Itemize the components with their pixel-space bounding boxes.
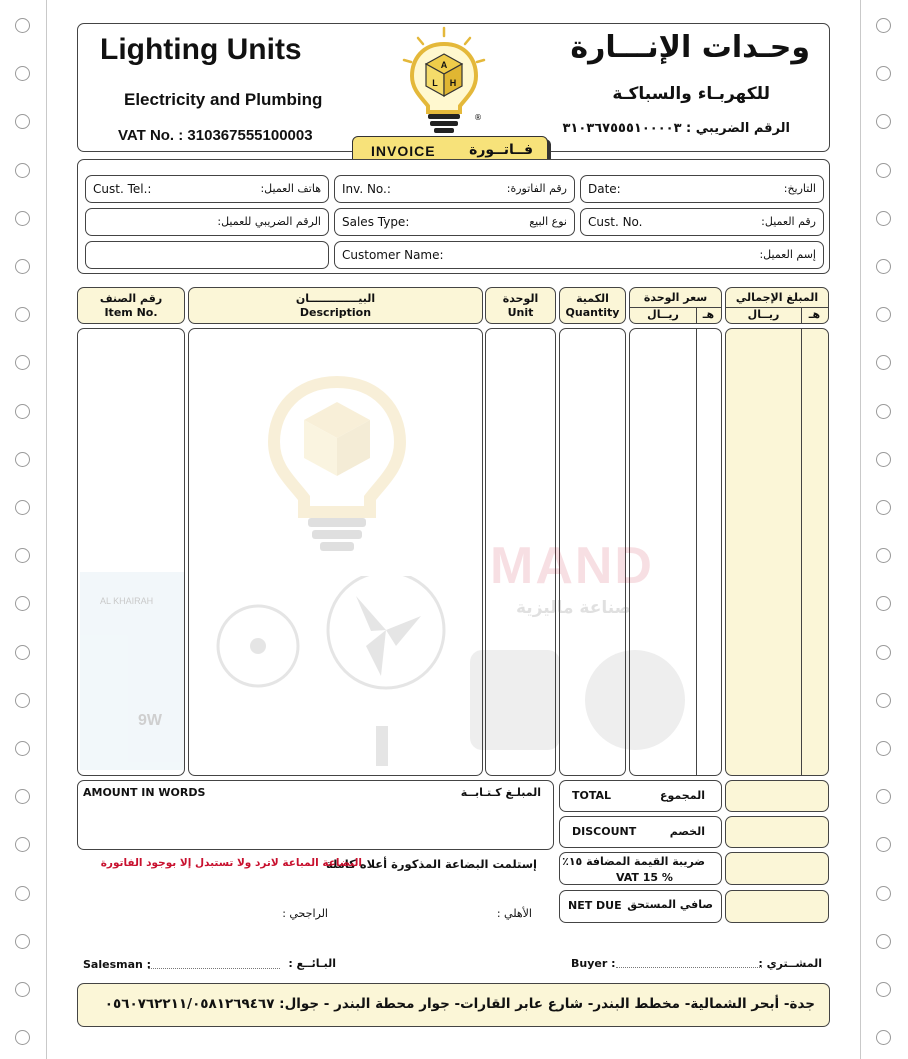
vat-value-box[interactable] xyxy=(725,852,829,885)
right-feed-hole xyxy=(876,404,891,419)
left-feed-hole xyxy=(15,355,30,370)
right-feed-hole xyxy=(876,307,891,322)
left-feed-hole xyxy=(15,259,30,274)
right-margin-line xyxy=(860,0,861,1059)
right-feed-hole xyxy=(876,789,891,804)
date-label-ar: التاريخ: xyxy=(783,182,816,195)
product-watermark-name: AL KHAIRAH xyxy=(100,596,154,606)
svg-text:®: ® xyxy=(474,113,482,122)
col-header-total-h: هـ xyxy=(808,308,821,321)
col-header-quantity xyxy=(559,287,626,324)
buyer-signature-line[interactable] xyxy=(616,967,762,968)
col-header-item xyxy=(77,287,185,324)
company-subtitle-ar: للكهربـاء والسباكـة xyxy=(612,84,770,104)
left-feed-hole xyxy=(15,693,30,708)
left-feed-hole xyxy=(15,596,30,611)
right-feed-hole xyxy=(876,18,891,33)
fan-watermark xyxy=(206,576,456,776)
left-feed-hole xyxy=(15,307,30,322)
product-watermark-watt: 9W xyxy=(138,712,162,729)
right-feed-hole xyxy=(876,259,891,274)
blank-field[interactable] xyxy=(85,241,329,269)
buyer-label-ar: المشــتري : xyxy=(758,957,822,970)
col-header-description xyxy=(188,287,483,324)
right-feed-hole xyxy=(876,982,891,997)
sales-type-label-ar: نوع البيع xyxy=(529,215,567,228)
col-body-total[interactable] xyxy=(725,328,829,776)
footer-address-box xyxy=(77,983,830,1027)
left-feed-hole xyxy=(15,452,30,467)
left-feed-hole xyxy=(15,114,30,129)
customer-name-label-ar: إسم العميل: xyxy=(759,248,816,261)
right-feed-hole xyxy=(876,741,891,756)
right-feed-hole xyxy=(876,66,891,81)
col-header-total-sr: ريــال xyxy=(747,308,780,321)
total-label-en: TOTAL xyxy=(572,789,612,802)
right-feed-hole xyxy=(876,355,891,370)
col-header-unit-en: Unit xyxy=(507,306,534,319)
cust-vat-field[interactable] xyxy=(85,208,329,236)
cust-no-label-ar: رقم العميل: xyxy=(761,215,816,228)
right-feed-hole xyxy=(876,548,891,563)
salesman-signature-line[interactable] xyxy=(148,968,280,969)
right-feed-hole xyxy=(876,596,891,611)
amount-words-label-ar: المبلـغ كـتـابــة xyxy=(460,786,541,799)
left-feed-hole xyxy=(15,886,30,901)
right-feed-hole xyxy=(876,452,891,467)
col-header-item-en: Item No. xyxy=(104,306,158,319)
col-header-total xyxy=(725,287,829,324)
discount-value-box[interactable] xyxy=(725,816,829,848)
sales-type-field[interactable] xyxy=(334,208,575,236)
cust-no-label-en: Cust. No. xyxy=(588,215,643,229)
left-feed-hole xyxy=(15,982,30,997)
left-feed-hole xyxy=(15,789,30,804)
left-margin-line xyxy=(46,0,47,1059)
discount-label-ar: الخصم xyxy=(669,825,705,838)
cust-tel-label-ar: هاتف العميل: xyxy=(260,182,321,195)
amount-words-label-en: AMOUNT IN WORDS xyxy=(83,786,206,799)
right-feed-hole xyxy=(876,163,891,178)
col-header-price-ar: سعر الوحدة xyxy=(643,291,708,304)
col-header-desc-ar: البيـــــــــــــان xyxy=(295,292,376,305)
discount-label-box xyxy=(559,816,722,848)
bank-alrajhi-label: الراجحي : xyxy=(282,907,328,920)
left-feed-hole xyxy=(15,18,30,33)
vat-number-ar: الرقم الضريبي : ٣١٠٣٦٧٥٥٥١٠٠٠٠٣ xyxy=(562,121,790,136)
received-note: إستلمت البضاعة المذكورة أعلاه كاملة xyxy=(325,857,537,871)
left-feed-hole xyxy=(15,1030,30,1045)
col-header-unit-price xyxy=(629,287,722,324)
left-feed-hole xyxy=(15,404,30,419)
sales-type-label-en: Sales Type: xyxy=(342,215,410,229)
col-header-qty-ar: الكمية xyxy=(576,292,609,305)
col-header-desc-en: Description xyxy=(299,306,372,319)
total-label-box xyxy=(559,780,722,812)
net-due-label-box xyxy=(559,890,722,923)
inv-no-label-ar: رقم الفاتورة: xyxy=(506,182,567,195)
vat-label-ar: ضريبة القيمة المضافة ١٥٪ xyxy=(562,855,705,868)
net-due-label-ar: صافي المستحق xyxy=(627,898,713,911)
company-name-ar: وحـدات الإنـــارة xyxy=(570,30,810,65)
col-header-total-ar: المبلغ الإجمالي xyxy=(735,291,819,304)
plug-watermark xyxy=(460,630,695,770)
right-feed-hole xyxy=(876,934,891,949)
left-feed-hole xyxy=(15,66,30,81)
salesman-label-ar: البـائــع : xyxy=(288,957,336,970)
footer-address: جدة- أبحر الشمالية- مخطط البندر- شارع عابر القارات- جوار محطة البندر - جوال: ٠٥٦٠٧٦٢٢١١/٠٥٨١٢٦٩٤٦٧ xyxy=(104,996,815,1012)
customer-name-label-en: Customer Name: xyxy=(342,248,444,262)
col-header-unit-ar: الوحدة xyxy=(502,292,539,305)
right-feed-hole xyxy=(876,693,891,708)
company-name-en: Lighting Units xyxy=(100,33,302,66)
left-feed-hole xyxy=(15,645,30,660)
svg-text:L: L xyxy=(432,78,438,88)
right-feed-hole xyxy=(876,645,891,660)
col-header-item-ar: رقم الصنف xyxy=(99,292,163,305)
total-label-ar: المجموع xyxy=(660,789,705,802)
lightbulb-logo xyxy=(398,26,490,138)
left-feed-hole xyxy=(15,837,30,852)
col-header-price-h: هـ xyxy=(702,308,715,321)
left-feed-hole xyxy=(15,741,30,756)
left-feed-hole xyxy=(15,500,30,515)
right-feed-hole xyxy=(876,837,891,852)
cust-tel-field[interactable] xyxy=(85,175,329,203)
date-field[interactable] xyxy=(580,175,824,203)
right-feed-hole xyxy=(876,211,891,226)
col-header-unit xyxy=(485,287,556,324)
amount-in-words-box[interactable] xyxy=(77,780,554,850)
cust-vat-label-ar: الرقم الضريبي للعميل: xyxy=(217,215,321,228)
net-due-value-box[interactable] xyxy=(725,890,829,923)
net-due-label-en: NET DUE xyxy=(568,899,622,912)
right-feed-hole xyxy=(876,1030,891,1045)
date-label-en: Date: xyxy=(588,182,621,196)
svg-text:H: H xyxy=(449,78,457,88)
left-feed-hole xyxy=(15,934,30,949)
invoice-title-en: INVOICE xyxy=(371,143,436,159)
cust-no-field[interactable] xyxy=(580,208,824,236)
vat-label-box xyxy=(559,852,722,885)
vat-number-en: VAT No. : 310367555100003 xyxy=(118,127,313,144)
inv-no-field[interactable] xyxy=(334,175,575,203)
company-subtitle-en: Electricity and Plumbing xyxy=(124,90,323,109)
customer-name-field[interactable] xyxy=(334,241,824,269)
brand-watermark-sub: صناعة ماليزية xyxy=(516,598,632,618)
vat-label-en: VAT 15 % xyxy=(616,871,673,884)
total-value-box[interactable] xyxy=(725,780,829,812)
svg-text:A: A xyxy=(440,60,448,70)
discount-label-en: DISCOUNT xyxy=(572,825,637,838)
cust-tel-label-en: Cust. Tel.: xyxy=(93,182,152,196)
salesman-label-en: Salesman : xyxy=(83,958,152,971)
right-feed-hole xyxy=(876,886,891,901)
buyer-label-en: Buyer : xyxy=(571,957,616,970)
bank-alahli-label: الأهلي : xyxy=(496,907,532,920)
right-feed-hole xyxy=(876,114,891,129)
product-box-watermark xyxy=(80,572,184,770)
inv-no-label-en: Inv. No.: xyxy=(342,182,391,196)
left-feed-hole xyxy=(15,211,30,226)
invoice-title-ar: فــاتــورة xyxy=(469,142,533,158)
left-feed-hole xyxy=(15,548,30,563)
brand-watermark: MAND xyxy=(490,537,654,595)
col-header-qty-en: Quantity xyxy=(565,306,620,319)
col-header-price-sr: ريــال xyxy=(647,308,679,321)
return-policy-note: البضاعة المباعة لاترد ولا تستبدل إلا بوجود الفاتورة xyxy=(100,857,362,869)
logo-watermark xyxy=(262,372,412,562)
right-feed-hole xyxy=(876,500,891,515)
left-feed-hole xyxy=(15,163,30,178)
